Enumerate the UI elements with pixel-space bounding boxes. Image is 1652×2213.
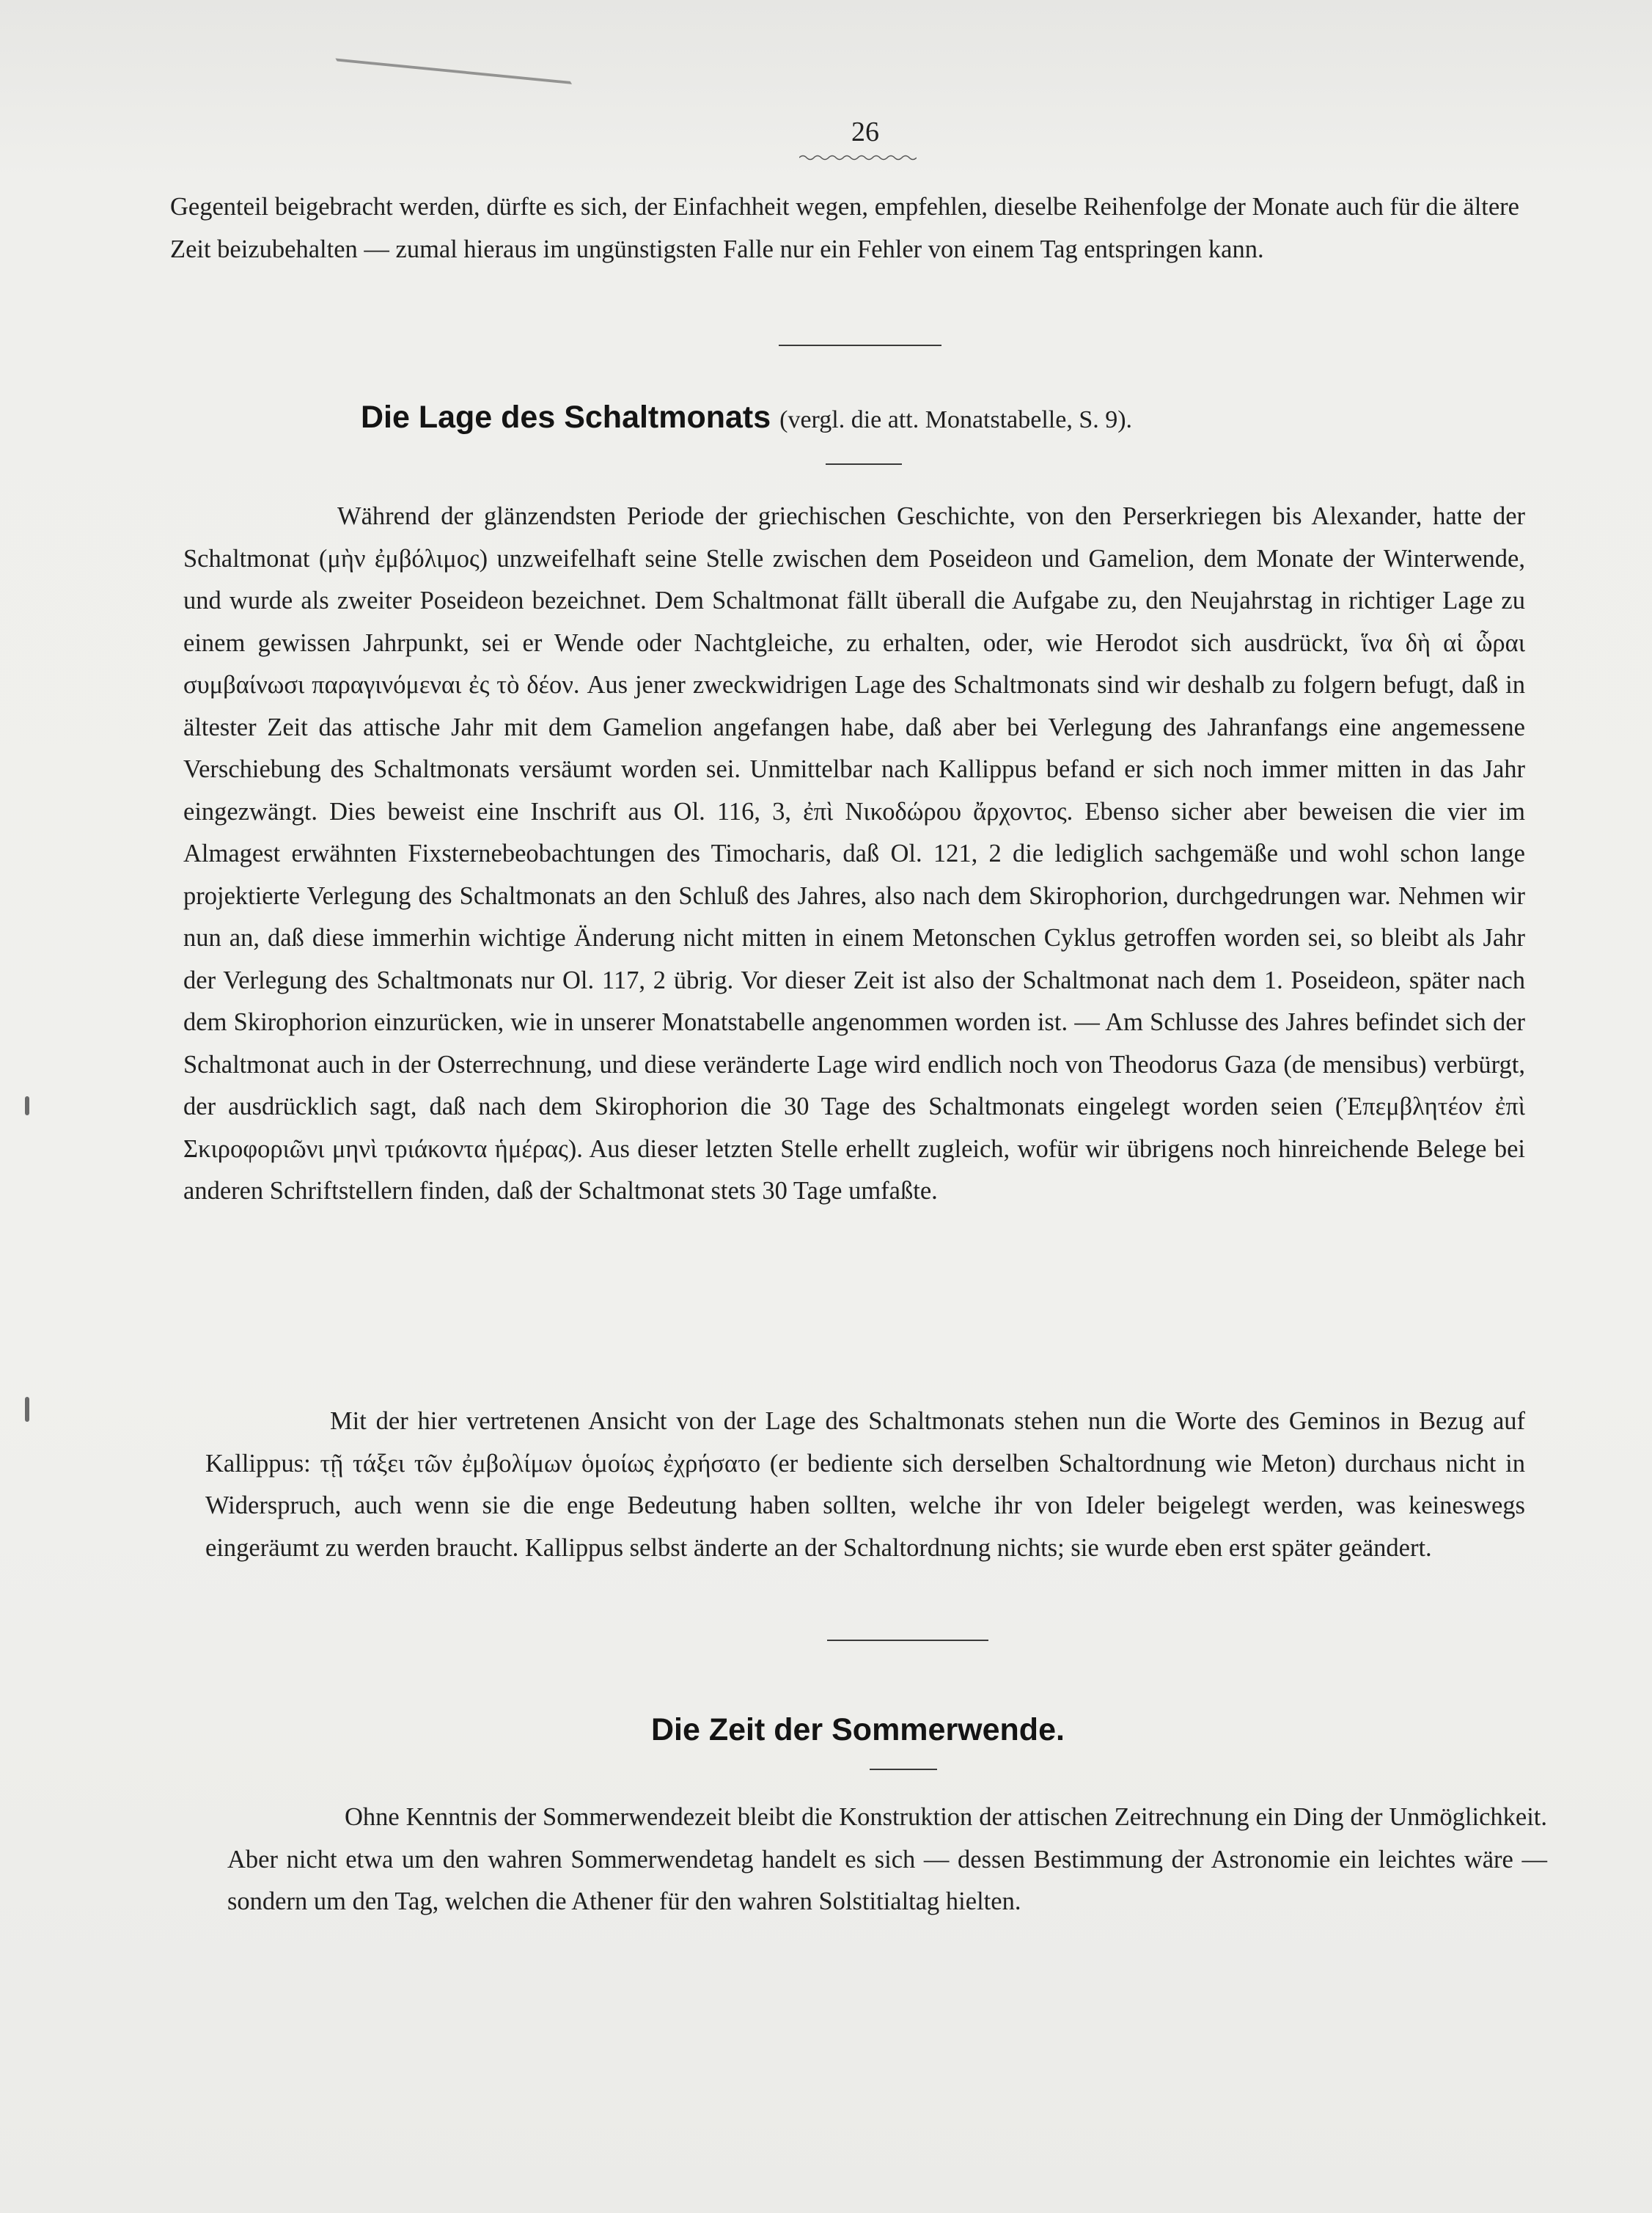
section-divider [827,1640,988,1641]
section-heading-sommerwende: Die Zeit der Sommerwende. [651,1712,1065,1747]
section-heading-schaltmonat: Die Lage des Schaltmonats (vergl. die att. Monatstabelle, S. 9). [361,400,1133,435]
folded-corner [301,0,572,84]
margin-mark [25,1096,29,1115]
section-divider [779,345,941,346]
page-number-ornament [799,154,917,161]
paragraph-schaltmonat-1: Während der glänzendsten Periode der griechischen Geschichte, von den Perserkriegen bis Alexander, hatte der Schaltmonat (μὴν ἐμβόλιμος) unzweifelhaft seine Stelle zwischen dem Poseideon und Gamelion, dem Monate der Winterwende, und wurde als zweiter Poseideon bezeichnet. Dem Schaltmonat fällt überall die Aufgabe zu, den Neujahrstag in richtiger Lage zu einem gewissen Jahrpunkt, sei er Wende oder Nachtgleiche, zu erhalten, oder, wie Herodot sich ausdrückt, ἵνα δὴ αἱ ὧραι συμβαίνωσι παραγινόμεναι ἐς τὸ δέον. Aus jener zweckwidrigen Lage des Schaltmonats sind wir deshalb zu folgern befugt, daß in ältester Zeit das attische Jahr mit dem Gamelion angefangen habe, daß aber bei Verlegung des Jahranfangs eine angemessene Verschiebung des Schaltmonats versäumt worden sei. Unmittelbar nach Kallippus befand er sich noch immer mitten in das Jahr eingezwängt. Dies beweist eine Inschrift aus Ol. 116, 3, ἐπὶ Νικοδώρου ἄρχοντος. Ebenso sicher aber beweisen die vier im Almagest erwähnten Fixsternebeobachtungen des Timocharis, daß Ol. 121, 2 die lediglich sachgemäße und wohl schon lange projektierte Verlegung des Schaltmonats an den Schluß des Jahres, also nach dem Skirophorion, durchgedrungen war. Nehmen wir nun an, daß diese immerhin wichtige Änderung nicht mitten in einem Metonschen Cyklus getroffen worden sei, so bleibt als Jahr der Verlegung des Schaltmonats nur Ol. 117, 2 übrig. Vor dieser Zeit ist also der Schaltmonat nach dem 1. Poseideon, später nach dem Skirophorion einzurücken, wie in unserer Monatstabelle angenommen worden ist. — Am Schlusse des Jahres befindet sich der Schaltmonat auch in der Osterrechnung, und diese veränderte Lage wird endlich noch von Theodorus Gaza (de mensibus) verbürgt, der ausdrücklich sagt, daß nach dem Skirophorion die 30 Tage des Schaltmonats eingelegt worden seien (Ἐπεμβλητέον ἐπὶ Σκιροφοριῶνι μηνὶ τριάκοντα ἡμέρας). Aus dieser letzten Stelle erhellt zugleich, wofür wir übrigens noch hinreichende Belege bei anderen Schriftstellern finden, daß der Schaltmonat stets 30 Tage umfaßte. [183,502,1525,1205]
section-heading-reference: (vergl. die att. Monatstabelle, S. 9). [779,406,1133,433]
heading-underline [870,1769,937,1770]
heading-underline [826,463,902,465]
intro-paragraph: Gegenteil beigebracht werden, dürfte es sich, der Einfachheit wegen, empfehlen, dieselbe Reihenfolge der Monate auch für die ältere Zeit beizubehalten — zumal hieraus im ungünstigsten Falle nur ein Fehler von einem Tag entspringen kann. [170,193,1519,263]
margin-mark [25,1397,29,1422]
paragraph-sommerwende-1: Ohne Kenntnis der Sommerwendezeit bleibt die Konstruktion der attischen Zeitrechnung ein Ding der Unmöglichkeit. Aber nicht etwa um den wahren Sommerwendetag handelt es sich — dessen Bestimmung der Astronomie ein leichtes wäre — sondern um den Tag, welchen die Athener für den wahren Solstitialtag hielten. [227,1803,1547,1915]
paragraph-schaltmonat-2: Mit der hier vertretenen Ansicht von der Lage des Schaltmonats stehen nun die Worte des Geminos in Bezug auf Kallippus: τῇ τάξει τῶν ἐμβολίμων ὁμοίως ἐχρήσατο (er bediente sich derselben Schaltordnung wie Meton) durchaus nicht in Widerspruch, auch wenn sie die enge Bedeutung haben sollten, welche ihr von Ideler beigelegt werden, was keineswegs eingeräumt zu werden braucht. Kallippus selbst änderte an der Schaltordnung nichts; sie wurde eben erst später geändert. [205,1407,1525,1562]
page-number: 26 [851,117,879,147]
